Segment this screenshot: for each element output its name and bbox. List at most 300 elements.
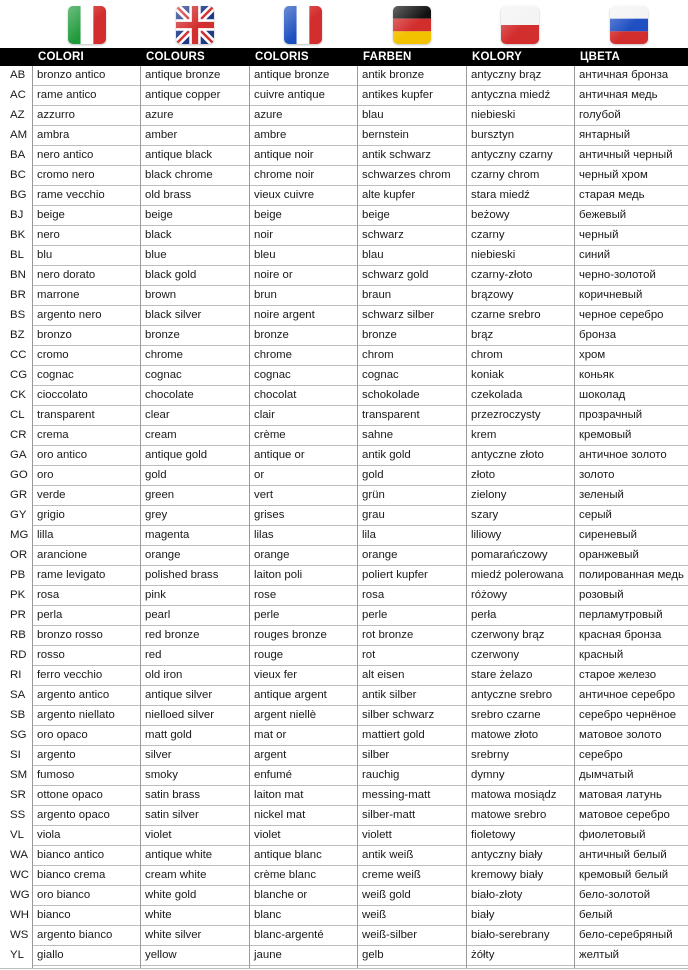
french-name: lilas: [254, 529, 274, 541]
italian-name: bianco: [37, 909, 71, 921]
german-name: beige: [362, 209, 390, 221]
german-name: antik schwarz: [362, 149, 432, 161]
french-name: mat or: [254, 729, 287, 741]
english-name: cream: [145, 429, 177, 441]
english-name: antique black: [145, 149, 213, 161]
russian-name: дымчатый: [579, 769, 634, 781]
french-name: brun: [254, 289, 277, 301]
german-name: messing-matt: [362, 789, 431, 801]
german-name: orange: [362, 549, 398, 561]
german-name: weiß gold: [362, 889, 411, 901]
french-name: or: [254, 469, 265, 481]
russian-name: зеленый: [579, 489, 624, 501]
italian-name: cromo: [37, 349, 69, 361]
french-name: nickel mat: [254, 809, 306, 821]
russian-name: белый: [579, 909, 613, 921]
polish-name: czerwony brąz: [471, 629, 545, 641]
german-name: creme weiß: [362, 869, 421, 881]
polish-name: beżowy: [471, 209, 510, 221]
polish-name: antyczne srebro: [471, 689, 553, 701]
french-name: orange: [254, 549, 290, 561]
flag-strip: [0, 0, 688, 48]
color-code: GA: [10, 449, 27, 461]
color-code: CG: [10, 369, 28, 381]
english-name: smoky: [145, 769, 178, 781]
table-row: [0, 786, 688, 806]
english-name: grey: [145, 509, 168, 521]
german-name: schwarz: [362, 229, 404, 241]
italy-flag-icon: [68, 6, 106, 44]
russian-name: старое железо: [579, 669, 657, 681]
french-name: blanche or: [254, 889, 308, 901]
polish-name: matowa mosiądz: [471, 789, 557, 801]
table-row: [0, 826, 688, 846]
russian-name: полированная медь: [579, 569, 684, 581]
german-name: rosa: [362, 589, 385, 601]
color-code: YL: [10, 949, 24, 961]
table-row: [0, 186, 688, 206]
polish-name: matowe złoto: [471, 729, 539, 741]
italian-name: bianco antico: [37, 849, 105, 861]
polish-name: żółty: [471, 949, 495, 961]
table-row: [0, 366, 688, 386]
french-name: bleu: [254, 249, 276, 261]
poland-flag-icon: [501, 6, 539, 44]
italian-name: ottone opaco: [37, 789, 103, 801]
row-divider: [33, 965, 688, 966]
column-divider: [249, 66, 250, 968]
german-name: alt eisen: [362, 669, 405, 681]
english-name: magenta: [145, 529, 190, 541]
polish-name: antyczny brąz: [471, 69, 542, 81]
russian-name: желтый: [579, 949, 619, 961]
color-code: BK: [10, 229, 26, 241]
header-italian: COLORI: [38, 51, 84, 63]
table-row: [0, 866, 688, 886]
german-name: perle: [362, 609, 388, 621]
german-name: antik bronze: [362, 69, 425, 81]
russian-name: кремовый: [579, 429, 632, 441]
polish-name: czekolada: [471, 389, 523, 401]
english-name: cognac: [145, 369, 182, 381]
english-name: orange: [145, 549, 181, 561]
english-name: chocolate: [145, 389, 194, 401]
italian-name: argento: [37, 749, 76, 761]
russian-name: перламутровый: [579, 609, 663, 621]
table-row: [0, 926, 688, 946]
french-name: rouges bronze: [254, 629, 327, 641]
french-name: rouge: [254, 649, 284, 661]
french-name: argent niellè: [254, 709, 317, 721]
french-name: jaune: [254, 949, 282, 961]
italian-name: rosa: [37, 589, 60, 601]
color-code: BL: [10, 249, 24, 261]
table-bottom-rule: [0, 968, 688, 969]
france-flag-icon: [284, 6, 322, 44]
english-name: black gold: [145, 269, 197, 281]
table-row: [0, 426, 688, 446]
color-code: AB: [10, 69, 26, 81]
color-code: WA: [10, 849, 28, 861]
italian-name: nero dorato: [37, 269, 96, 281]
italian-name: perla: [37, 609, 63, 621]
german-name: transparent: [362, 409, 420, 421]
russian-name: черный хром: [579, 169, 648, 181]
polish-name: czarne srebro: [471, 309, 541, 321]
italian-name: cromo nero: [37, 169, 95, 181]
italian-name: nero antico: [37, 149, 94, 161]
table-row: [0, 646, 688, 666]
italian-name: grigio: [37, 509, 65, 521]
italian-name: argento bianco: [37, 929, 113, 941]
polish-name: szary: [471, 509, 499, 521]
table-row: [0, 886, 688, 906]
english-name: cream white: [145, 869, 207, 881]
english-name: black chrome: [145, 169, 213, 181]
polish-name: brązowy: [471, 289, 514, 301]
italian-name: blu: [37, 249, 53, 261]
table-row: [0, 106, 688, 126]
table-row: [0, 386, 688, 406]
english-name: white gold: [145, 889, 197, 901]
russian-name: старая медь: [579, 189, 645, 201]
color-code: BS: [10, 309, 26, 321]
french-name: vert: [254, 489, 273, 501]
color-code: GO: [10, 469, 28, 481]
german-name: antik gold: [362, 449, 411, 461]
french-name: antique noir: [254, 149, 314, 161]
english-name: polished brass: [145, 569, 219, 581]
color-code: CL: [10, 409, 25, 421]
russia-flag-icon: [610, 6, 648, 44]
color-code: GR: [10, 489, 28, 501]
french-name: chocolat: [254, 389, 297, 401]
french-name: laiton mat: [254, 789, 304, 801]
french-name: ambre: [254, 129, 287, 141]
table-row: [0, 806, 688, 826]
table-row: [0, 486, 688, 506]
french-name: clair: [254, 409, 275, 421]
column-divider: [574, 66, 575, 968]
russian-name: матовая латунь: [579, 789, 662, 801]
russian-name: серый: [579, 509, 612, 521]
german-name: gelb: [362, 949, 384, 961]
table-row: [0, 746, 688, 766]
german-name: silber-matt: [362, 809, 416, 821]
color-code: SG: [10, 729, 27, 741]
english-name: old brass: [145, 189, 192, 201]
french-name: chrome noir: [254, 169, 315, 181]
italian-name: rosso: [37, 649, 65, 661]
polish-name: perła: [471, 609, 497, 621]
english-name: black: [145, 229, 172, 241]
polish-name: niebieski: [471, 109, 516, 121]
english-name: satin silver: [145, 809, 199, 821]
color-code: WG: [10, 889, 30, 901]
table-row: [0, 946, 688, 966]
russian-name: черное серебро: [579, 309, 664, 321]
table-row: [0, 526, 688, 546]
english-name: antique gold: [145, 449, 208, 461]
russian-name: голубой: [579, 109, 621, 121]
color-code: BG: [10, 189, 27, 201]
color-code: CK: [10, 389, 26, 401]
english-name: black silver: [145, 309, 202, 321]
german-name: schwarz gold: [362, 269, 429, 281]
russian-name: коньяк: [579, 369, 614, 381]
table-row: [0, 466, 688, 486]
english-name: antique bronze: [145, 69, 221, 81]
german-name: sahne: [362, 429, 394, 441]
polish-name: stara miedź: [471, 189, 530, 201]
english-name: satin brass: [145, 789, 201, 801]
russian-name: черно-золотой: [579, 269, 656, 281]
german-name: gold: [362, 469, 384, 481]
russian-name: матовое золото: [579, 729, 662, 741]
polish-name: antyczna miedź: [471, 89, 551, 101]
russian-name: янтарный: [579, 129, 631, 141]
polish-name: fioletowy: [471, 829, 516, 841]
color-code: SB: [10, 709, 26, 721]
italian-name: beige: [37, 209, 65, 221]
polish-name: biało-serebrany: [471, 929, 550, 941]
color-code: SA: [10, 689, 26, 701]
german-name: braun: [362, 289, 392, 301]
italian-name: lilla: [37, 529, 54, 541]
color-code: BA: [10, 149, 26, 161]
french-name: bronze: [254, 329, 289, 341]
table-row: [0, 286, 688, 306]
german-name: antik weiß: [362, 849, 414, 861]
english-name: violet: [145, 829, 172, 841]
color-code: AM: [10, 129, 28, 141]
polish-name: złoto: [471, 469, 496, 481]
russian-name: красная бронза: [579, 629, 662, 641]
german-name: rot bronze: [362, 629, 414, 641]
german-name: schwarzes chrom: [362, 169, 451, 181]
table-row: [0, 226, 688, 246]
russian-name: античный черный: [579, 149, 673, 161]
germany-flag-icon: [393, 6, 431, 44]
table-row: [0, 726, 688, 746]
color-code: BZ: [10, 329, 25, 341]
table-row: [0, 626, 688, 646]
polish-name: miedź polerowana: [471, 569, 564, 581]
polish-name: zielony: [471, 489, 507, 501]
color-code: RB: [10, 629, 26, 641]
color-code: BJ: [10, 209, 24, 221]
german-name: blau: [362, 249, 384, 261]
russian-name: бежевый: [579, 209, 627, 221]
english-name: old iron: [145, 669, 183, 681]
color-code: BR: [10, 289, 26, 301]
russian-name: синий: [579, 249, 611, 261]
english-name: amber: [145, 129, 178, 141]
german-name: mattiert gold: [362, 729, 425, 741]
polish-name: brąz: [471, 329, 494, 341]
header-french: COLORIS: [255, 51, 309, 63]
table-row: [0, 306, 688, 326]
russian-name: черный: [579, 229, 619, 241]
italian-name: fumoso: [37, 769, 75, 781]
italian-name: rame vecchio: [37, 189, 105, 201]
color-code: AZ: [10, 109, 25, 121]
color-code: GY: [10, 509, 27, 521]
color-code: RD: [10, 649, 27, 661]
italian-name: verde: [37, 489, 66, 501]
english-name: red: [145, 649, 162, 661]
color-code: SM: [10, 769, 28, 781]
polish-name: przezroczysty: [471, 409, 541, 421]
polish-name: kremowy biały: [471, 869, 544, 881]
table-row: [0, 766, 688, 786]
uk-flag-icon: [176, 6, 214, 44]
column-divider: [357, 66, 358, 968]
french-name: cognac: [254, 369, 291, 381]
russian-name: хром: [579, 349, 606, 361]
french-name: antique argent: [254, 689, 327, 701]
italian-name: nero: [37, 229, 60, 241]
color-code: BC: [10, 169, 26, 181]
polish-name: krem: [471, 429, 497, 441]
italian-name: oro: [37, 469, 54, 481]
table-row: [0, 346, 688, 366]
table-row: [0, 246, 688, 266]
italian-name: arancione: [37, 549, 88, 561]
header-russian: ЦВЕТА: [580, 51, 620, 63]
header-english: COLOURS: [146, 51, 205, 63]
italian-name: ambra: [37, 129, 70, 141]
russian-name: красный: [579, 649, 624, 661]
english-name: silver: [145, 749, 172, 761]
italian-name: cioccolato: [37, 389, 88, 401]
french-name: noire or: [254, 269, 293, 281]
german-name: rauchig: [362, 769, 400, 781]
header-polish: KOLORY: [472, 51, 522, 63]
french-name: antique bronze: [254, 69, 330, 81]
color-code: WH: [10, 909, 29, 921]
polish-name: stare żelazo: [471, 669, 533, 681]
english-name: beige: [145, 209, 173, 221]
polish-name: biało-złoty: [471, 889, 523, 901]
german-name: weiß-silber: [362, 929, 418, 941]
russian-name: бронза: [579, 329, 617, 341]
english-name: red bronze: [145, 629, 200, 641]
french-name: perle: [254, 609, 280, 621]
english-name: white: [145, 909, 172, 921]
color-code: RI: [10, 669, 22, 681]
french-name: noire argent: [254, 309, 315, 321]
color-code: OR: [10, 549, 28, 561]
italian-name: azzurro: [37, 109, 75, 121]
italian-name: rame levigato: [37, 569, 106, 581]
german-name: grün: [362, 489, 385, 501]
polish-name: liliowy: [471, 529, 502, 541]
table-row: [0, 706, 688, 726]
italian-name: marrone: [37, 289, 80, 301]
color-code: WS: [10, 929, 29, 941]
italian-name: cognac: [37, 369, 74, 381]
table-row: [0, 266, 688, 286]
color-code: SS: [10, 809, 26, 821]
french-name: grises: [254, 509, 285, 521]
french-name: chrome: [254, 349, 292, 361]
russian-name: матовое серебро: [579, 809, 670, 821]
polish-name: niebieski: [471, 249, 516, 261]
italian-name: oro antico: [37, 449, 88, 461]
russian-name: античная медь: [579, 89, 658, 101]
russian-name: оранжевый: [579, 549, 639, 561]
german-name: silber schwarz: [362, 709, 435, 721]
italian-name: argento opaco: [37, 809, 110, 821]
italian-name: transparent: [37, 409, 95, 421]
russian-name: сиреневый: [579, 529, 637, 541]
russian-name: бело-золотой: [579, 889, 651, 901]
german-name: violett: [362, 829, 392, 841]
french-name: blanc-argenté: [254, 929, 324, 941]
table-row: [0, 506, 688, 526]
italian-name: ferro vecchio: [37, 669, 103, 681]
english-name: antique silver: [145, 689, 213, 701]
english-name: antique white: [145, 849, 213, 861]
german-name: schwarz silber: [362, 309, 435, 321]
french-name: argent: [254, 749, 287, 761]
russian-name: фиолетовый: [579, 829, 646, 841]
french-name: blanc: [254, 909, 282, 921]
polish-name: czarny chrom: [471, 169, 540, 181]
russian-name: античный белый: [579, 849, 667, 861]
french-name: vieux fer: [254, 669, 298, 681]
german-name: grau: [362, 509, 385, 521]
color-code: SR: [10, 789, 26, 801]
russian-name: розовый: [579, 589, 624, 601]
english-name: clear: [145, 409, 170, 421]
table-row: [0, 906, 688, 926]
german-name: bronze: [362, 329, 397, 341]
polish-name: dymny: [471, 769, 505, 781]
french-name: antique or: [254, 449, 305, 461]
italian-name: bianco crema: [37, 869, 106, 881]
french-name: cuivre antique: [254, 89, 325, 101]
table-row: [0, 206, 688, 226]
polish-name: pomarańczowy: [471, 549, 548, 561]
polish-name: czarny-złoto: [471, 269, 533, 281]
italian-name: bronzo rosso: [37, 629, 103, 641]
russian-name: бело-серебряный: [579, 929, 673, 941]
italian-name: argento nero: [37, 309, 102, 321]
russian-name: шоколад: [579, 389, 626, 401]
color-table-body: [0, 66, 688, 966]
german-name: lila: [362, 529, 376, 541]
italian-name: giallo: [37, 949, 64, 961]
french-name: laiton poli: [254, 569, 303, 581]
polish-name: chrom: [471, 349, 503, 361]
color-code: AC: [10, 89, 26, 101]
english-name: chrome: [145, 349, 183, 361]
table-row: [0, 686, 688, 706]
french-name: crème: [254, 429, 286, 441]
english-name: azure: [145, 109, 174, 121]
polish-name: biały: [471, 909, 495, 921]
italian-name: bronzo: [37, 329, 72, 341]
german-name: chrom: [362, 349, 394, 361]
english-name: gold: [145, 469, 167, 481]
table-row: [0, 66, 688, 86]
french-name: enfumé: [254, 769, 292, 781]
french-name: azure: [254, 109, 283, 121]
german-name: bernstein: [362, 129, 409, 141]
polish-name: różowy: [471, 589, 508, 601]
